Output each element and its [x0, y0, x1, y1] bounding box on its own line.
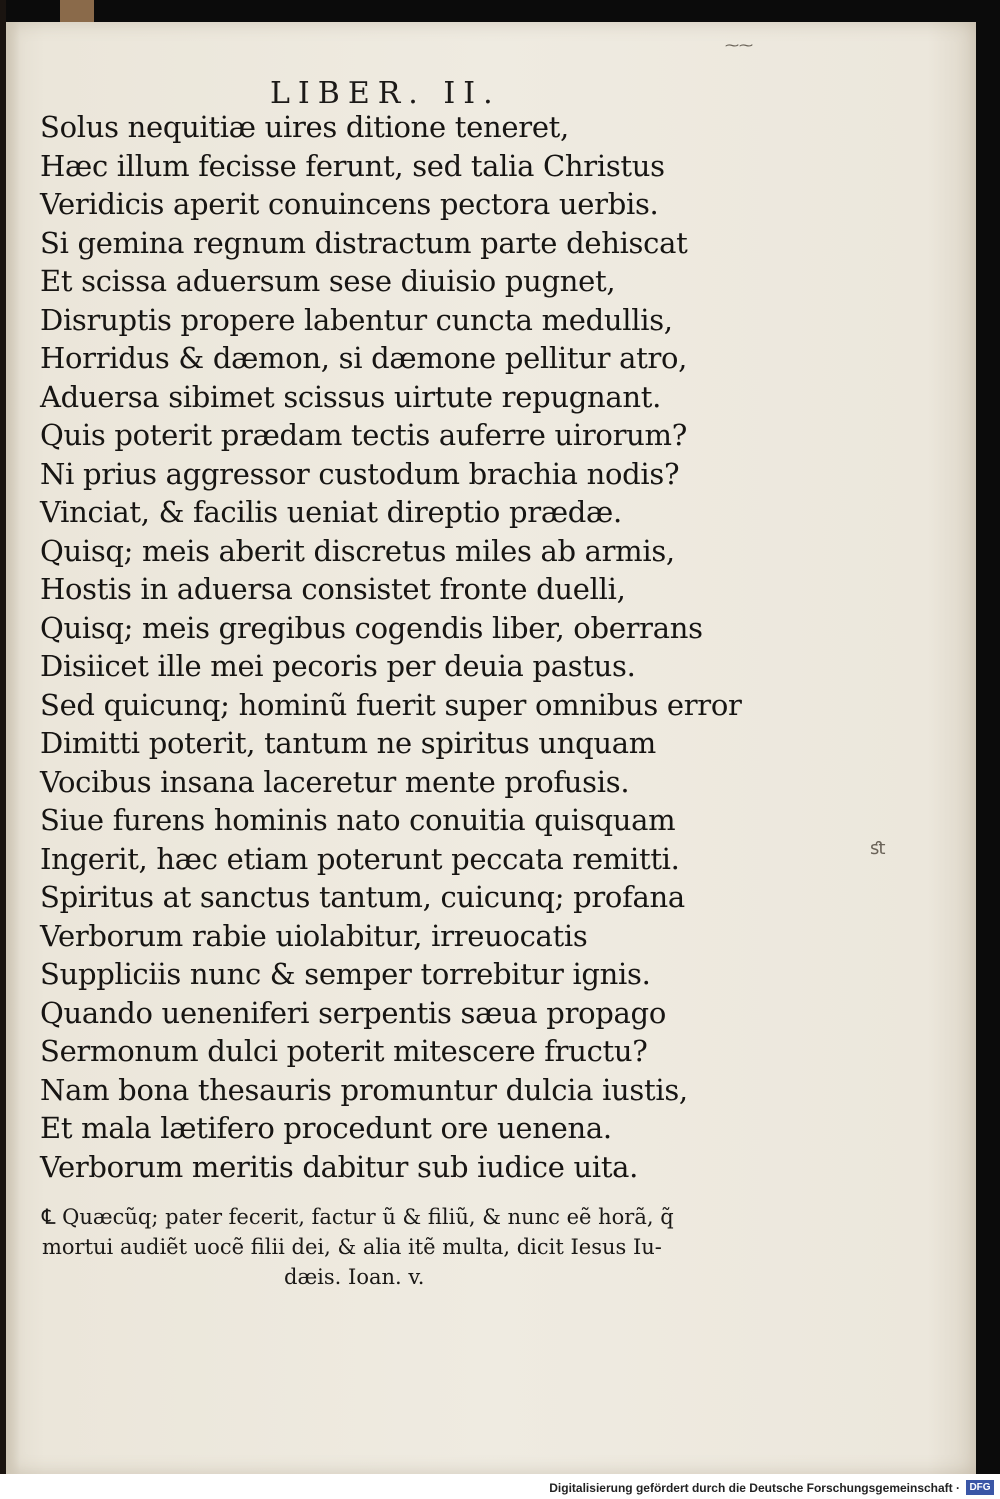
poem-line: Quis poterit prædam tectis auferre uirorum?	[40, 418, 687, 452]
poem-line: Dimitti poterit, tantum ne spiritus unquam	[40, 726, 656, 760]
poem-line: Siue furens hominis nato conuitia quisquam	[40, 803, 676, 837]
poem-line: Quisq; meis aberit discretus miles ab armis,	[40, 533, 675, 568]
footer-credit: Digitalisierung gefördert durch die Deutsche Forschungsgemeinschaft ·	[549, 1481, 960, 1495]
ink-mark-top: ⁓⁓	[725, 38, 753, 54]
marginal-commentary	[42, 1202, 742, 1292]
poem-line: Et mala lætifero procedunt ore uenena.	[40, 1111, 612, 1145]
poem-line: Si gemina regnum distractum parte dehiscat	[40, 225, 688, 260]
poem-line: Vinciat, & facilis ueniat direptio prædæ.	[40, 495, 622, 529]
poem-line: Quando ueneniferi serpentis sæua propago	[40, 995, 666, 1030]
poem-line: Nam bona thesauris promuntur dulcia iustis,	[40, 1072, 688, 1107]
footer-bar	[0, 1474, 1000, 1499]
commentary-line-3: dæis. Ioan. v.	[284, 1265, 425, 1289]
poem-line: Disiicet ille mei pecoris per deuia pastus.	[40, 649, 636, 683]
poem-line: Sermonum dulci poterit mitescere fructu?	[40, 1034, 648, 1068]
poem-line: Vocibus insana laceretur mente profusis.	[40, 764, 630, 799]
poem-line: Quisq; meis gregibus cogendis liber, oberrans	[40, 610, 703, 645]
poem-line: Verborum rabie uiolabitur, irreuocatis	[40, 918, 588, 953]
ink-mark-margin: ﬆ	[870, 838, 886, 859]
poem-text	[40, 108, 740, 1186]
poem-line: Ni prius aggressor custodum brachia nodis?	[40, 456, 680, 491]
page-gutter-shadow	[6, 22, 20, 1474]
dfg-logo-icon: DFG	[966, 1480, 994, 1495]
poem-line: Hæc illum fecisse ferunt, sed talia Christus	[40, 148, 665, 183]
running-header: LIBER. II.	[270, 76, 501, 111]
commentary-line-2: mortui audiẽt uocẽ filii dei, & alia itẽ multa, dicit Iesus Iu-	[42, 1235, 662, 1259]
poem-line: Et scissa aduersum sese diuisio pugnet,	[40, 264, 616, 298]
commentary-line-1: ℄ Quæcũq; pater fecerit, factur ũ & filiũ, & nunc eẽ horã, q̃	[42, 1205, 674, 1229]
bookmark-tab	[60, 0, 94, 22]
poem-line: Disruptis propere labentur cuncta medullis,	[40, 302, 673, 337]
poem-line: Hostis in aduersa consistet fronte duelli,	[40, 572, 626, 606]
poem-line: Aduersa sibimet scissus uirtute repugnant.	[40, 379, 661, 414]
poem-line: Sed quicunq; hominũ fuerit super omnibus error	[40, 687, 742, 722]
poem-line: Suppliciis nunc & semper torrebitur ignis.	[40, 957, 651, 991]
poem-line: Verborum meritis dabitur sub iudice uita.	[40, 1149, 639, 1184]
poem-line: Veridicis aperit conuincens pectora uerbis.	[40, 187, 659, 221]
poem-line: Ingerit, hæc etiam poterunt peccata remitti.	[40, 841, 680, 876]
poem-line: Solus nequitiæ uires ditione teneret,	[40, 110, 569, 144]
poem-line: Horridus & dæmon, si dæmone pellitur atro,	[40, 341, 688, 375]
poem-line: Spiritus at sanctus tantum, cuicunq; profana	[40, 880, 685, 914]
